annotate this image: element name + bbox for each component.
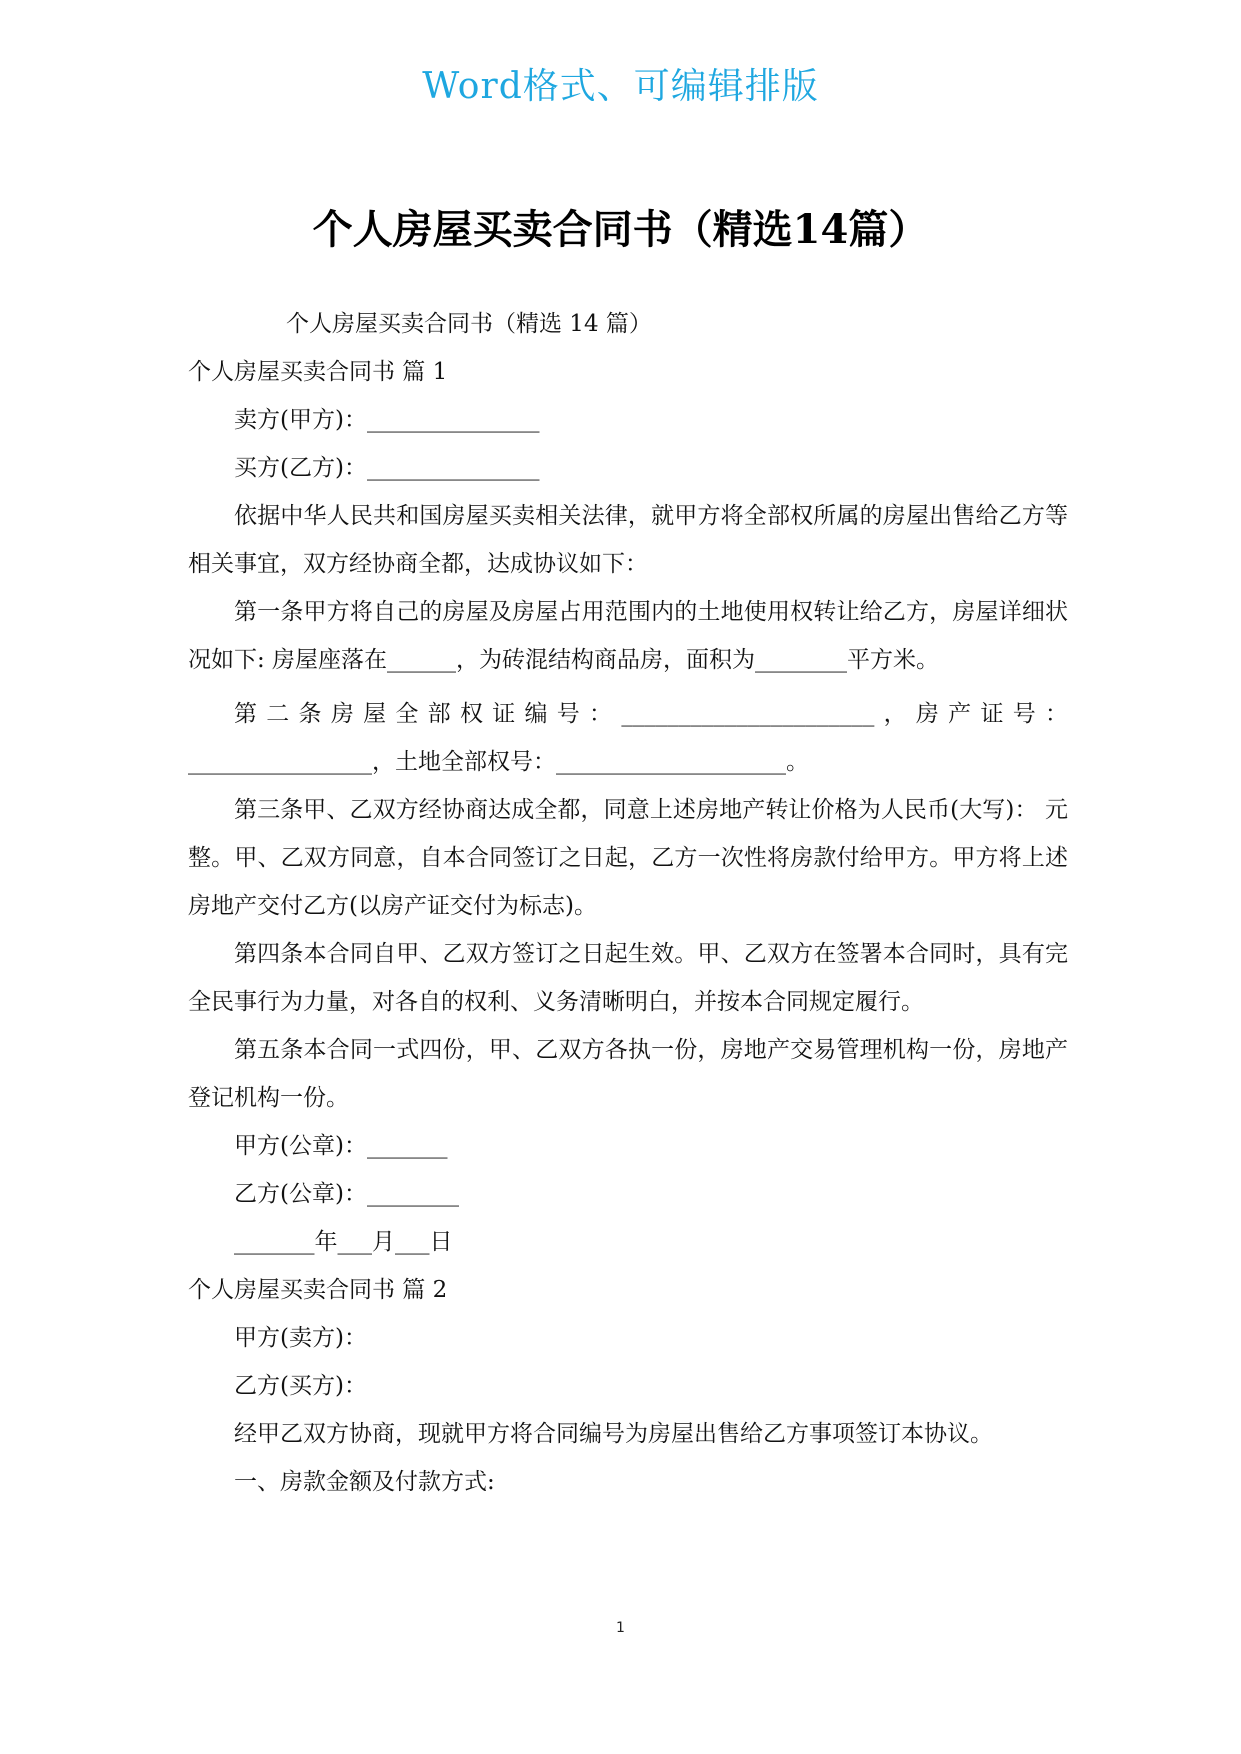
signature-party-b: 乙方(公章)：________: [234, 1181, 459, 1207]
buyer-line: 买方(乙方)：_______________: [234, 455, 540, 481]
document-subtitle: 个人房屋买卖合同书（精选 14 篇）: [286, 311, 652, 337]
section-heading: 个人房屋买卖合同书 篇 1: [188, 359, 448, 385]
seller-line: 卖方(甲方)：_______________: [234, 407, 540, 433]
party-b-line: 乙方(买方)：: [234, 1373, 367, 1399]
intro-paragraph: 依据中华人民共和国房屋买卖相关法律，就甲方将全部权所属的房屋出售给乙方等相关事宜，双方经协商全都，达成协议如下：: [188, 503, 1068, 577]
article-2: 第二条房屋全部权证编号：______________________，房产证号：________________，土地全部权号：____________________。: [188, 701, 1068, 775]
document-body: [188, 300, 1068, 1506]
signature-date: _______年___月___日: [234, 1229, 453, 1255]
document-header: Word格式、可编辑排版: [422, 66, 819, 107]
section-heading: 个人房屋买卖合同书 篇 2: [188, 1277, 448, 1303]
article-4: 第四条本合同自甲、乙双方签订之日起生效。甲、乙双方在签署本合同时，具有完全民事行为力量，对各自的权利、义务清晰明白，并按本合同规定履行。: [188, 941, 1068, 1015]
page-number: 1: [616, 1620, 625, 1636]
article-1: 第一条甲方将自己的房屋及房屋占用范围内的土地使用权转让给乙方，房屋详细状况如下: 房屋座落在______，为砖混结构商品房，面积为________平方米。: [188, 599, 1068, 673]
article-5: 第五条本合同一式四份，甲、乙双方各执一份，房地产交易管理机构一份，房地产登记机构一份。: [188, 1037, 1068, 1111]
signature-party-a: 甲方(公章)：_______: [234, 1133, 448, 1159]
intro-paragraph: 经甲乙双方协商，现就甲方将合同编号为房屋出售给乙方事项签订本协议。: [234, 1421, 993, 1447]
clause-heading: 一、房款金额及付款方式:: [234, 1469, 495, 1495]
party-a-line: 甲方(卖方)：: [234, 1325, 367, 1351]
document-title: 个人房屋买卖合同书（精选14篇）: [312, 206, 929, 253]
article-3: 第三条甲、乙双方经协商达成全都，同意上述房地产转让价格为人民币(大写)： 元整。甲、乙双方同意，自本合同签订之日起，乙方一次性将房款付给甲方。甲方将上述房地产交付乙方(以房产证交付为标志)。: [188, 797, 1068, 919]
